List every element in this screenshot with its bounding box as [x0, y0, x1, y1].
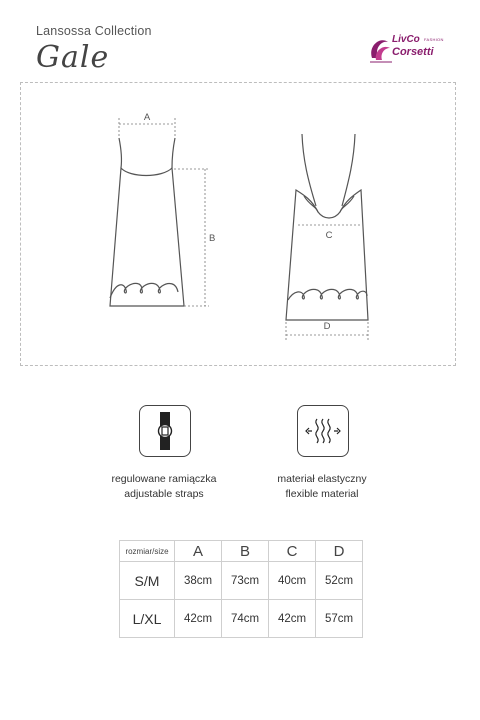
- strap-icon: [139, 405, 191, 457]
- table-cell: 40cm: [269, 562, 316, 600]
- size-table-corner: rozmiar/size: [120, 541, 175, 562]
- measure-b-label: B: [209, 233, 216, 244]
- table-cell: 38cm: [175, 562, 222, 600]
- front-view: [110, 138, 184, 306]
- table-cell: 57cm: [316, 600, 363, 638]
- column-c-header: C: [269, 541, 316, 562]
- column-b-header: B: [222, 541, 269, 562]
- brand-name-line2: Corsetti: [392, 46, 434, 58]
- model-name: Gale: [36, 40, 110, 75]
- table-cell: 42cm: [269, 600, 316, 638]
- measure-c-label: C: [325, 230, 333, 241]
- stretch-icon: [297, 405, 349, 457]
- column-a-header: A: [175, 541, 222, 562]
- table-row: [120, 600, 363, 638]
- size-table-header: [120, 541, 363, 562]
- feature-flexible-label: [242, 472, 402, 502]
- table-cell: 52cm: [316, 562, 363, 600]
- feature-flexible-en: flexible material: [285, 488, 359, 500]
- measure-d-label: D: [323, 321, 331, 332]
- size-label: L/XL: [120, 600, 175, 638]
- feature-straps-pl: regulowane ramiączka: [111, 473, 217, 485]
- brand-tagline: FASHION: [424, 37, 444, 42]
- size-label: S/M: [120, 562, 175, 600]
- measure-a-label: A: [143, 112, 151, 123]
- brand-name-line1: LivCo: [392, 34, 420, 45]
- feature-straps-label: [84, 472, 244, 502]
- feature-straps-en: adjustable straps: [124, 488, 204, 500]
- table-cell: 42cm: [175, 600, 222, 638]
- table-cell: 74cm: [222, 600, 269, 638]
- table-cell: 73cm: [222, 562, 269, 600]
- collection-name: Lansossa Collection: [36, 24, 152, 38]
- back-view: [286, 134, 368, 320]
- feature-flexible-pl: materiał elastyczny: [277, 473, 367, 485]
- table-row: [120, 562, 363, 600]
- column-d-header: D: [316, 541, 363, 562]
- size-table: [119, 540, 363, 638]
- measure-b-line: [174, 169, 209, 306]
